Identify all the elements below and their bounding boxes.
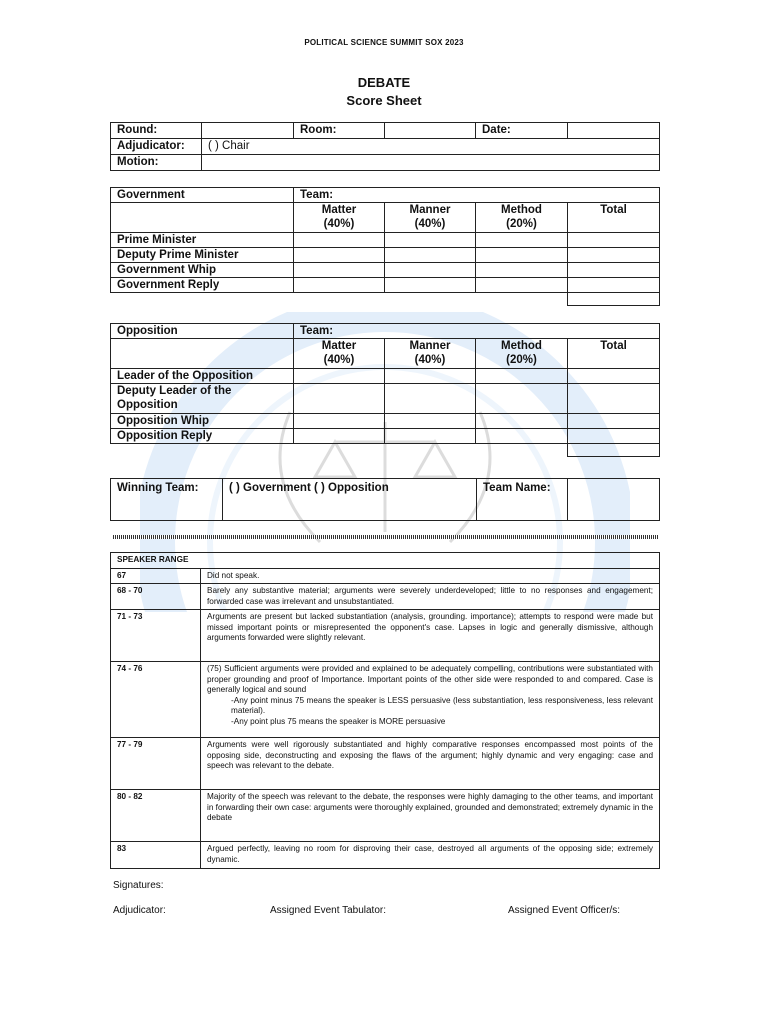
motion-label: Motion: (111, 155, 202, 171)
speaker-label: Government Reply (111, 278, 294, 293)
range-note-minus: -Any point minus 75 means the speaker is LESS persuasive (less substantiation, less responsiveness, less relevant material). (231, 695, 653, 715)
winner-options[interactable]: ( ) Government ( ) Opposition (223, 479, 477, 521)
range-description: Majority of the speech was relevant to the debate, the responses were highly damaging to the other teams, and important in forwarding their own case: arguments were thoroughly explained, grounded and demonstrated; extremely dynamic in the debate (201, 790, 660, 842)
adjudicator-label: Adjudicator: (111, 139, 202, 155)
score-cell[interactable] (294, 369, 385, 384)
score-cell[interactable] (476, 369, 568, 384)
score-cell[interactable] (385, 233, 476, 248)
date-field[interactable] (568, 123, 660, 139)
method-header: Method (20%) (476, 339, 568, 369)
score-cell[interactable] (385, 369, 476, 384)
score-cell[interactable] (568, 414, 660, 429)
score-cell[interactable] (385, 414, 476, 429)
score-cell[interactable] (476, 429, 568, 444)
matter-header: Matter (40%) (294, 203, 385, 233)
method-header: Method (20%) (476, 203, 568, 233)
chair-option[interactable]: ( ) Chair (202, 139, 660, 155)
total-header: Total (568, 203, 660, 233)
summit-title: POLITICAL SCIENCE SUMMIT SOX 2023 (304, 38, 464, 47)
score-cell[interactable] (385, 384, 476, 414)
range-description: Arguments are present but lacked substantiation (analysis, grounding. importance); attempts to respond were made but missed important points or misrepresented the opponent's case. Lapses in logic and generally dismissive, although arguments forwarded were slightly relevant. (201, 610, 660, 662)
opposition-label: Opposition (111, 324, 294, 339)
opposition-team-label[interactable]: Team: (294, 324, 660, 339)
opposition-grand-total[interactable] (568, 444, 660, 457)
score-cell[interactable] (385, 263, 476, 278)
score-cell[interactable] (385, 278, 476, 293)
adjudicator-signature-label: Adjudicator: (113, 905, 166, 916)
score-cell[interactable] (294, 233, 385, 248)
range-description: Argued perfectly, leaving no room for disproving their case, destroyed all arguments of the opposing side; extremely dynamic. (201, 842, 660, 869)
date-label: Date: (476, 123, 568, 139)
score-cell[interactable] (294, 278, 385, 293)
government-team-label[interactable]: Team: (294, 188, 660, 203)
page-title: DEBATE (357, 75, 411, 90)
range-note-plus: -Any point plus 75 means the speaker is MORE persuasive (231, 716, 446, 726)
matter-header: Matter (40%) (294, 339, 385, 369)
motion-field[interactable] (202, 155, 660, 171)
room-label: Room: (294, 123, 385, 139)
range-label: 67 (111, 568, 201, 584)
range-description: Did not speak. (201, 568, 660, 584)
score-cell[interactable] (568, 278, 660, 293)
team-name-field[interactable] (568, 479, 660, 521)
score-cell[interactable] (385, 429, 476, 444)
range-label: 71 - 73 (111, 610, 201, 662)
range-label: 83 (111, 842, 201, 869)
speaker-label: Government Whip (111, 263, 294, 278)
officer-signature-label: Assigned Event Officer/s: (508, 905, 621, 916)
government-grand-total[interactable] (568, 293, 660, 306)
speaker-range-header: SPEAKER RANGE (111, 553, 660, 569)
score-cell[interactable] (568, 248, 660, 263)
info-table (110, 122, 660, 171)
range-label: 68 - 70 (111, 584, 201, 610)
round-label: Round: (111, 123, 202, 139)
score-cell[interactable] (294, 263, 385, 278)
score-cell[interactable] (294, 414, 385, 429)
winner-table (110, 478, 660, 521)
score-cell[interactable] (294, 429, 385, 444)
round-field[interactable] (202, 123, 294, 139)
government-table (110, 187, 660, 306)
range-label: 77 - 79 (111, 738, 201, 790)
room-field[interactable] (385, 123, 476, 139)
score-cell[interactable] (476, 384, 568, 414)
total-header: Total (568, 339, 660, 369)
speaker-label: Opposition Whip (111, 414, 294, 429)
speaker-label: Leader of the Opposition (111, 369, 294, 384)
speaker-label: Deputy Prime Minister (111, 248, 294, 263)
score-cell[interactable] (568, 369, 660, 384)
score-cell[interactable] (568, 429, 660, 444)
manner-header: Manner (40%) (385, 203, 476, 233)
range-description: Barely any substantive material; arguments were severely underdeveloped; little to no responses and engagement; forwarded case was irrelevant and unsubstantiated. (201, 584, 660, 610)
speaker-range-table (110, 552, 660, 869)
government-label: Government (111, 188, 294, 203)
tabulator-signature-label: Assigned Event Tabulator: (270, 905, 387, 916)
score-cell[interactable] (294, 384, 385, 414)
score-cell[interactable] (476, 278, 568, 293)
score-cell[interactable] (476, 263, 568, 278)
team-name-label: Team Name: (477, 479, 568, 521)
section-divider (113, 535, 658, 539)
winning-team-label: Winning Team: (111, 479, 223, 521)
manner-header: Manner (40%) (385, 339, 476, 369)
signatures-label: Signatures: (113, 880, 164, 891)
opposition-table (110, 323, 660, 457)
score-cell[interactable] (568, 233, 660, 248)
range-description: Arguments were well rigorously substantiated and highly comparative responses encompassed most points of the opposing side, deconstructing and exposing the flaws of the argument; highly dynamic and very engaging: case and speech was relevant to the debate. (201, 738, 660, 790)
speaker-label: Deputy Leader of the Opposition (111, 384, 294, 414)
score-cell[interactable] (568, 263, 660, 278)
score-cell[interactable] (568, 384, 660, 414)
score-cell[interactable] (476, 248, 568, 263)
score-cell[interactable] (476, 233, 568, 248)
score-cell[interactable] (294, 248, 385, 263)
range-description: (75) Sufficient arguments were provided and explained to be adequately compelling, contributions were substantiated with proper grounding and proof of Importance. Important points of the other side were responded to and compared. Case is generally logical and sound -Any point minus 75 means the speaker is LESS persuasive (less substantiation, less responsiveness, less relevant material). -Any point plus 75 means the speaker is MORE persuasive (201, 662, 660, 738)
speaker-label: Prime Minister (111, 233, 294, 248)
range-label: 74 - 76 (111, 662, 201, 738)
score-cell[interactable] (476, 414, 568, 429)
page-subtitle: Score Sheet (346, 93, 422, 108)
score-cell[interactable] (385, 248, 476, 263)
speaker-label: Opposition Reply (111, 429, 294, 444)
range-label: 80 - 82 (111, 790, 201, 842)
